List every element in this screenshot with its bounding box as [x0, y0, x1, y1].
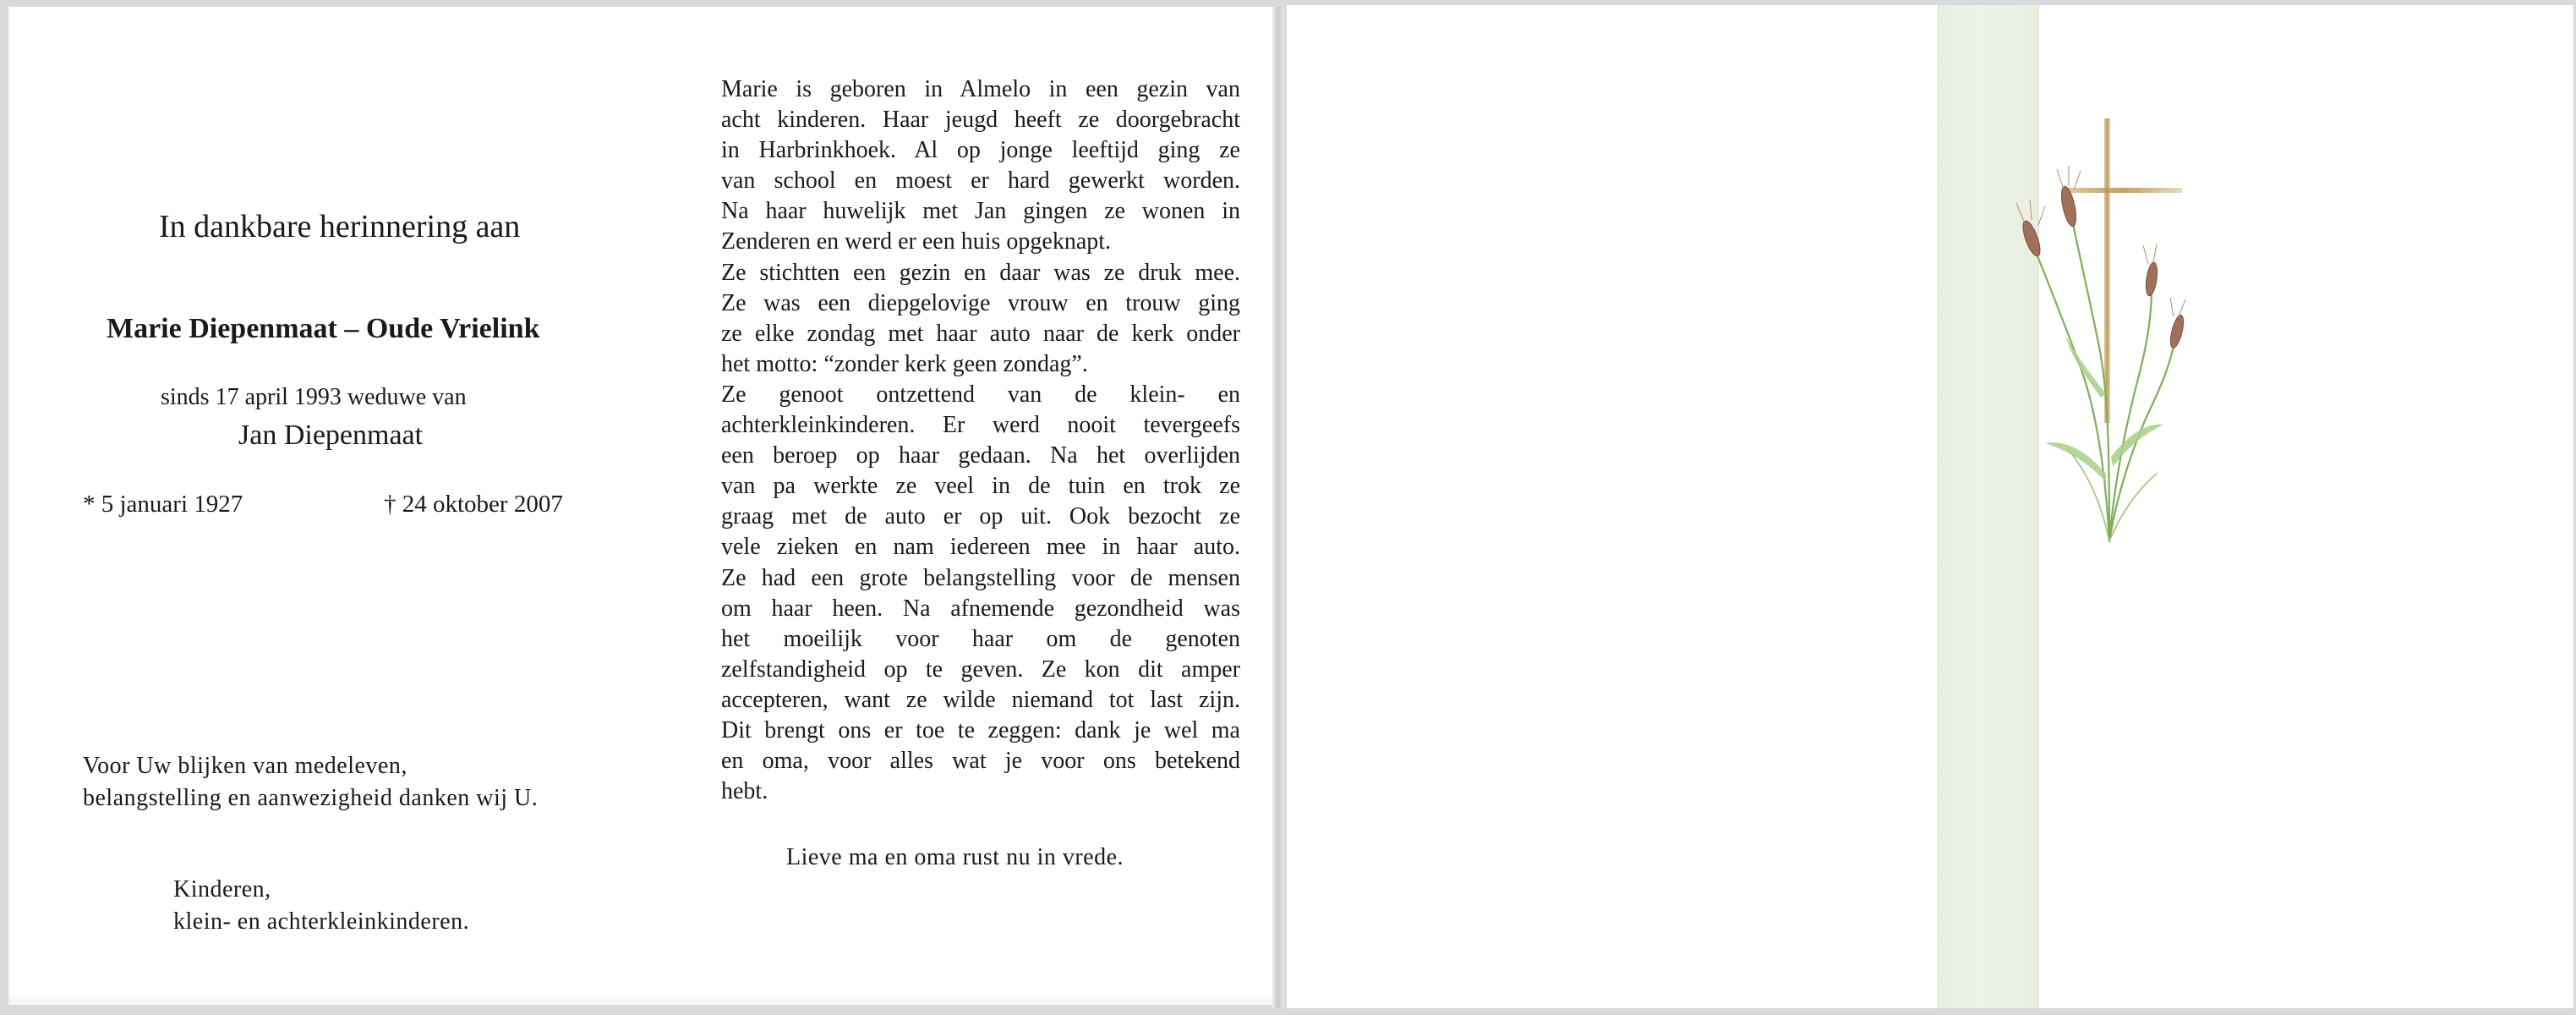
biography-line: het motto: “zonder kerk geen zondag”. [721, 350, 1088, 377]
biography-line: Ze genoot ontzettend van de klein- en [721, 381, 1240, 408]
closing-line: Lieve ma en oma rust nu in vrede. [786, 844, 1124, 870]
memorial-card-inner-spread [8, 7, 1278, 1005]
biography-line: Dit brengt ons er toe te zeggen: dank je wel ma [721, 716, 1240, 743]
spouse-name: Jan Diepenmaat [238, 420, 424, 451]
wheat-ears [2020, 185, 2185, 349]
intro-heading: In dankbare herinnering aan [159, 209, 521, 244]
thanks-line: belangstelling en aanwezigheid danken wij U. [83, 785, 539, 811]
thanks-line: Voor Uw blijken van medeleven, [83, 753, 407, 779]
deceased-name: Marie Diepenmaat – Oude Vrielink [107, 313, 540, 344]
biography-line: graag met de auto er op uit. Ook bezocht ze [721, 503, 1240, 530]
biography-line: Ze was een diepgelovige vrouw en trouw ging [721, 289, 1240, 316]
cross-vertical [2104, 118, 2110, 423]
biography-line: van pa werkte ze veel in de tuin en trok ze [721, 473, 1240, 500]
biography-line: acht kinderen. Haar jeugd heeft ze doorgebracht [721, 107, 1240, 134]
biography-line: vele zieken en nam iedereen mee in haar auto. [721, 534, 1240, 561]
signature-line: klein- en achterkleinkinderen. [173, 908, 470, 935]
biography-line: en oma, voor alles wat je voor ons betekend [721, 748, 1240, 775]
biography-line: Ze stichtten een gezin en daar was ze druk mee. [721, 259, 1240, 286]
death-date: † 24 oktober 2007 [384, 491, 563, 518]
signature-line: Kinderen, [173, 876, 271, 903]
biography-line: hebt. [721, 778, 768, 805]
biography-line: Na haar huwelijk met Jan gingen ze wonen in [721, 198, 1240, 225]
widow-line: sinds 17 april 1993 weduwe van [161, 384, 467, 410]
biography-line: in Harbrinkhoek. Al op jonge leeftijd ging ze [721, 137, 1240, 164]
cross-horizontal [2064, 188, 2182, 193]
birth-date: * 5 januari 1927 [83, 491, 243, 518]
biography-text [721, 74, 1240, 807]
biography-line: Ze had een grote belangstelling voor de mensen [721, 564, 1240, 591]
biography-line: Marie is geboren in Almelo in een gezin van [721, 76, 1240, 102]
biography-line: ze elke zondag met haar auto naar de kerk onder [721, 320, 1240, 347]
biography-line: om haar heen. Na afnemende gezondheid was [721, 595, 1240, 622]
memorial-card-cover [1287, 5, 2573, 1008]
biography-line: zelfstandigheid op te geven. Ze kon dit amper [721, 656, 1240, 683]
biography-line: van school en moest er hard gewerkt worden. [721, 167, 1240, 195]
biography-line: het moeilijk voor haar om de genoten [721, 625, 1240, 652]
cross-with-wheat-icon [1983, 118, 2185, 558]
biography-line: een beroep op haar gedaan. Na het overlijden [721, 442, 1240, 469]
card-fold [1272, 7, 1284, 1008]
biography-line: achterkleinkinderen. Er werd nooit tevergeefs [721, 412, 1240, 439]
biography-line: Zenderen en werd er een huis opgeknapt. [721, 228, 1112, 255]
biography-line: accepteren, want ze wilde niemand tot last zijn. [721, 686, 1240, 713]
